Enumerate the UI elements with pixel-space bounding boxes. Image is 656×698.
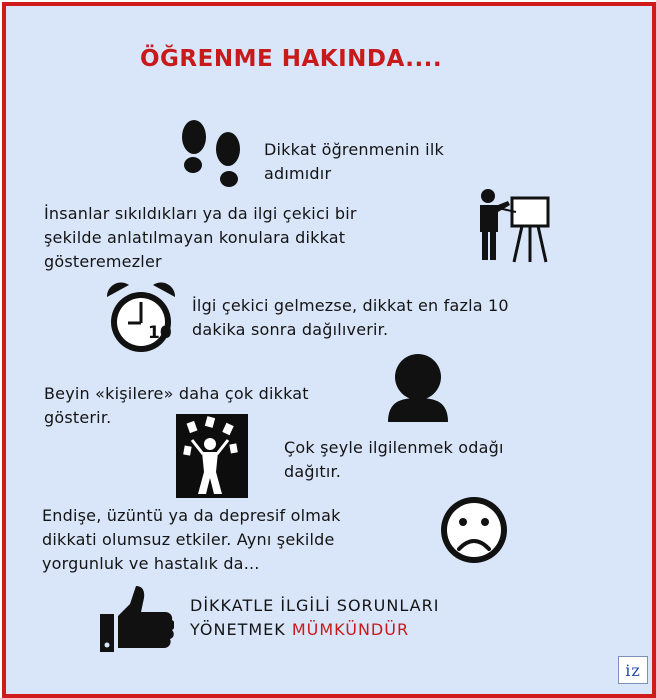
item-3-line-2: dakika sonra dağılıverir. bbox=[192, 320, 389, 339]
thumbs-up-icon bbox=[98, 584, 174, 654]
person-silhouette-icon bbox=[382, 352, 454, 422]
alarm-clock-icon bbox=[104, 280, 178, 356]
item-4-line-2: gösterir. bbox=[44, 408, 112, 427]
page-title: ÖĞRENME HAKINDA.... bbox=[140, 46, 443, 72]
item-5-text bbox=[284, 436, 504, 484]
item-6-text bbox=[42, 504, 341, 576]
clock-label: 10 bbox=[148, 323, 172, 343]
closing-message bbox=[190, 594, 439, 642]
iz-logo bbox=[618, 656, 648, 684]
sad-face-icon bbox=[438, 494, 510, 566]
item-6-line-1: Endişe, üzüntü ya da depresif olmak bbox=[42, 506, 341, 525]
item-6-line-3: yorgunluk ve hastalık da... bbox=[42, 554, 260, 573]
closing-line-2 bbox=[190, 618, 439, 642]
item-1-line-2: adımıdır bbox=[264, 164, 332, 183]
item-4-line-1: Beyin «kişilere» daha çok dikkat bbox=[44, 384, 309, 403]
juggling-person-icon bbox=[176, 414, 248, 498]
item-2-line-2: şekilde anlatılmayan konulara dikkat bbox=[44, 228, 346, 247]
closing-line-1: DİKKATLE İLGİLİ SORUNLARI bbox=[190, 596, 440, 615]
closing-line-2-prefix: YÖNETMEK bbox=[190, 620, 292, 639]
item-3-line-1: İlgi çekici gelmezse, dikkat en fazla 10 bbox=[192, 296, 509, 315]
item-1-line-1: Dikkat öğrenmenin ilk bbox=[264, 140, 444, 159]
item-2-line-3: gösteremezler bbox=[44, 252, 162, 271]
item-6-line-2: dikkati olumsuz etkiler. Aynı şekilde bbox=[42, 530, 335, 549]
item-5-line-1: Çok şeyle ilgilenmek odağı bbox=[284, 438, 504, 457]
item-2-line-1: İnsanlar sıkıldıkları ya da ilgi çekici bir bbox=[44, 204, 357, 223]
presenter-icon bbox=[472, 188, 556, 264]
item-2-text bbox=[44, 202, 357, 274]
item-1-text bbox=[264, 138, 444, 186]
poster bbox=[2, 2, 656, 698]
closing-highlight: MÜMKÜNDÜR bbox=[291, 620, 410, 639]
item-5-line-2: dağıtır. bbox=[284, 462, 342, 481]
footprints-icon bbox=[174, 118, 252, 194]
item-3-text bbox=[192, 294, 509, 342]
iz-logo-text: iz bbox=[625, 660, 641, 680]
